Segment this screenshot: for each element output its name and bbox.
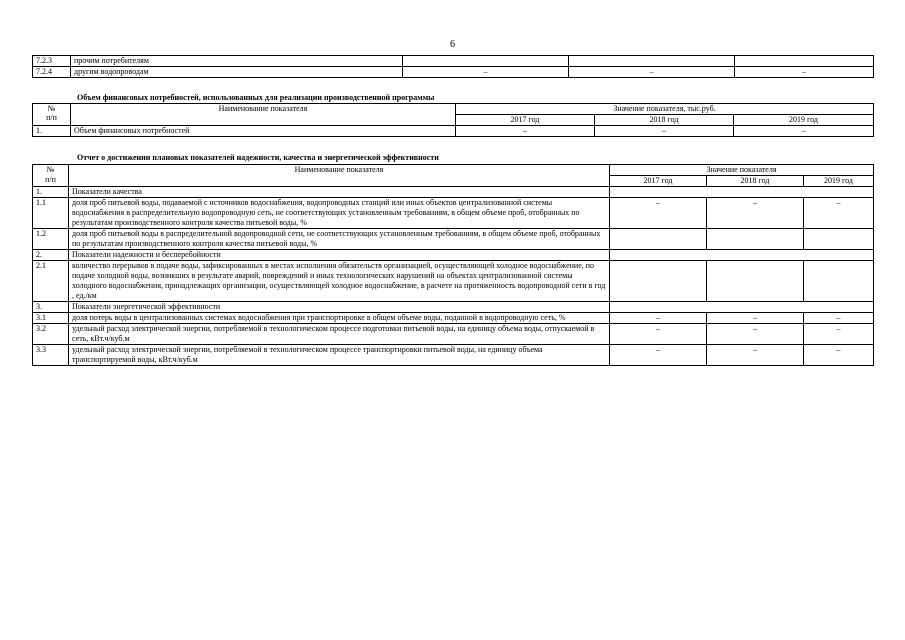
- row-value: –: [804, 313, 874, 324]
- header-num: № п/п: [33, 165, 69, 187]
- section-row: [33, 250, 874, 261]
- section-name: Показатели надежности и бесперебойности: [69, 250, 610, 261]
- header-year: 2018 год: [707, 176, 804, 187]
- row-name: удельный расход электрической энергии, потребляемой в технологическом процессе транспортировки питьевой воды, на единицу объема транспортируемой воды, кВт.ч/куб.м: [69, 345, 610, 366]
- row-value: –: [707, 345, 804, 366]
- row-value: –: [707, 198, 804, 229]
- row-num: 1.2: [33, 229, 69, 250]
- row-name: прочим потребителям: [71, 56, 403, 67]
- continuation-table: [32, 55, 874, 78]
- reliability-report-body: [33, 187, 874, 366]
- row-value: –: [456, 126, 595, 137]
- row-value: –: [707, 313, 804, 324]
- row-num: 3.1: [33, 313, 69, 324]
- section-empty-cell: [610, 187, 874, 198]
- row-value: [610, 261, 707, 302]
- row-num: 1.: [33, 187, 69, 198]
- header-year: 2017 год: [610, 176, 707, 187]
- row-value: [804, 229, 874, 250]
- row-value: –: [610, 313, 707, 324]
- row-name: доля проб питьевой воды в распределительной водопроводной сети, не соответствующих установленным требованиям, в общем объеме проб, отобранных по результатам производственного контроля качества питьевой воды, %: [69, 229, 610, 250]
- header-value: Значение показателя, тыс.руб.: [456, 104, 874, 115]
- row-num: 1.: [33, 126, 71, 137]
- section-name: Показатели энергетической эффективности: [69, 302, 610, 313]
- row-value: [804, 261, 874, 302]
- section-row: [33, 302, 874, 313]
- row-value: –: [804, 345, 874, 366]
- row-name: Объем финансовых потребностей: [71, 126, 456, 137]
- table-row: [33, 198, 874, 229]
- row-num: 3.: [33, 302, 69, 313]
- section-empty-cell: [610, 250, 874, 261]
- row-value: –: [610, 324, 707, 345]
- row-num: 2.: [33, 250, 69, 261]
- section-row: [33, 187, 874, 198]
- row-value: [403, 56, 569, 67]
- table-row: [33, 261, 874, 302]
- reliability-report-table: [32, 164, 874, 366]
- row-value: –: [610, 198, 707, 229]
- row-value: [610, 229, 707, 250]
- header-year: 2019 год: [804, 176, 874, 187]
- row-value: –: [804, 198, 874, 229]
- header-year: 2018 год: [595, 115, 734, 126]
- header-name: Наименование показателя: [69, 165, 610, 187]
- row-value: [735, 56, 874, 67]
- row-value: –: [707, 324, 804, 345]
- table-row: [33, 126, 874, 137]
- header-num: № п/п: [33, 104, 71, 126]
- table-row: [33, 313, 874, 324]
- row-num: 1.1: [33, 198, 69, 229]
- row-value: –: [403, 67, 569, 78]
- row-num: 2.1: [33, 261, 69, 302]
- row-name: другим водопроводам: [71, 67, 403, 78]
- row-name: доля потерь воды в централизованных системах водоснабжения при транспортировке в общем объеме воды, поданной в водопроводную сеть, %: [69, 313, 610, 324]
- section-name: Показатели качества: [69, 187, 610, 198]
- row-value: [569, 56, 735, 67]
- row-num: 7.2.3: [33, 56, 71, 67]
- row-num: 7.2.4: [33, 67, 71, 78]
- header-value: Значение показателя: [610, 165, 874, 176]
- table-row: [33, 345, 874, 366]
- table-row: [33, 67, 874, 78]
- page-number: 6: [450, 39, 455, 50]
- header-year: 2019 год: [734, 115, 874, 126]
- row-value: [707, 261, 804, 302]
- financial-needs-title: Объем финансовых потребностей, использованных для реализации производственной программы: [77, 93, 435, 102]
- table-row: [33, 56, 874, 67]
- continuation-table-body: [33, 56, 874, 78]
- row-num: 3.3: [33, 345, 69, 366]
- row-name: количество перерывов в подаче воды, зафиксированных в местах исполнения обязательств организацией, осуществляющей холодное водоснабжение, по подаче холодной воды, возникших в результате аварий, повреждений и иных технологических нарушений на объектах централизованной системы холодного водоснабжения, принадлежащих организации, осуществляющей холодное водоснабжение, в расчете на протяженность водопроводной сети в год , ед./км: [69, 261, 610, 302]
- row-value: –: [734, 126, 874, 137]
- row-value: –: [595, 126, 734, 137]
- row-value: –: [804, 324, 874, 345]
- header-name: Наименование показателя: [71, 104, 456, 126]
- section-empty-cell: [610, 302, 874, 313]
- financial-needs-table: [32, 103, 874, 137]
- header-year: 2017 год: [456, 115, 595, 126]
- row-value: –: [735, 67, 874, 78]
- row-value: [707, 229, 804, 250]
- row-name: удельный расход электрической энергии, потребляемой в технологическом процессе подготовки питьевой воды, на единицу объема воды, отпускаемой в сеть, кВт.ч/куб.м: [69, 324, 610, 345]
- row-value: –: [610, 345, 707, 366]
- reliability-report-title: Отчет о достижении плановых показателей надежности, качества и энергетической эффективности: [77, 153, 439, 162]
- row-num: 3.2: [33, 324, 69, 345]
- row-name: доля проб питьевой воды, подаваемой с источников водоснабжения, водопроводных станций или иных объектов централизованной системы водоснабжения в распределительную водопроводную сеть, не соответствующих установленным требованиям, в общем объеме проб, отобранных по результатам производственного контроля качества питьевой воды, %: [69, 198, 610, 229]
- row-value: –: [569, 67, 735, 78]
- table-row: [33, 229, 874, 250]
- table-row: [33, 324, 874, 345]
